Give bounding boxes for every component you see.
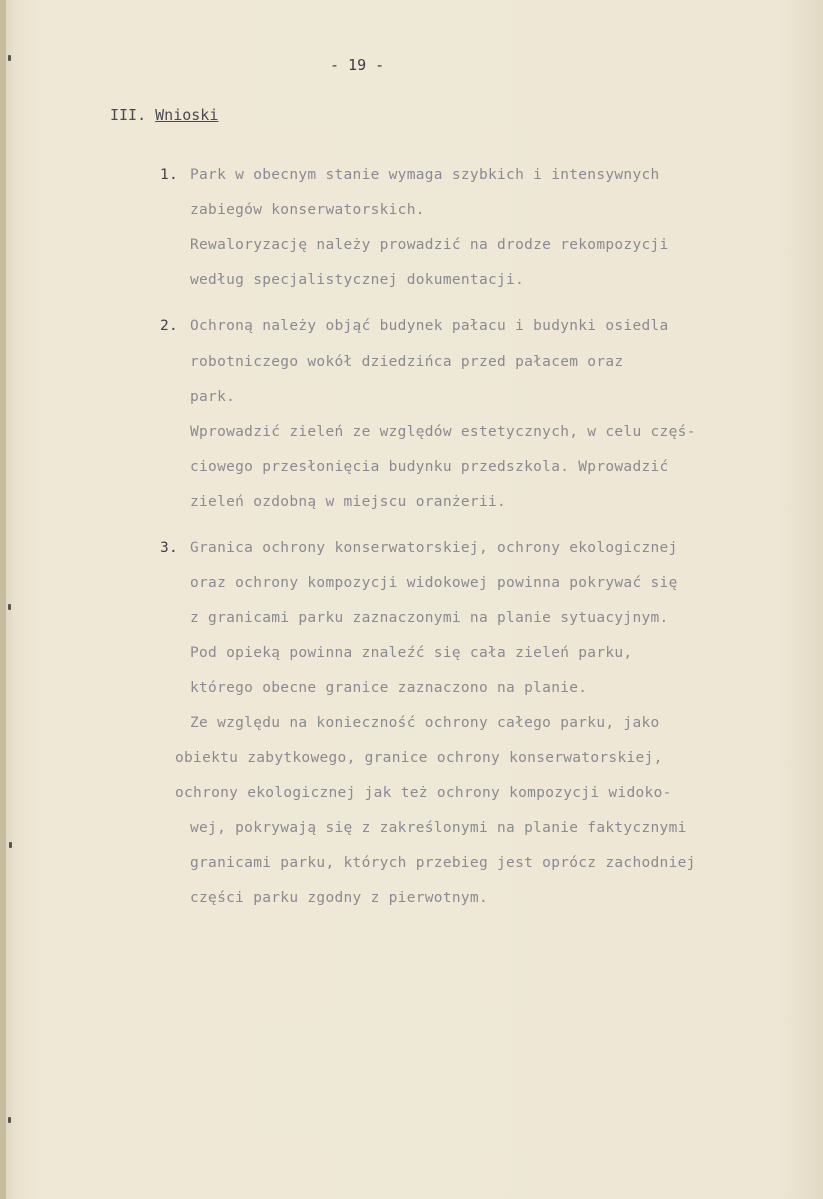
text-line: Park w obecnym stanie wymaga szybkich i intensywnych bbox=[190, 167, 660, 183]
point-number: 3. bbox=[160, 540, 179, 556]
margin-mark bbox=[8, 55, 11, 61]
margin-mark bbox=[8, 604, 11, 610]
text-line: oraz ochrony kompozycji widokowej powinna pokrywać się bbox=[190, 575, 678, 591]
text-line: zabiegów konserwatorskich. bbox=[190, 202, 425, 218]
point-number: 1. bbox=[160, 167, 179, 183]
text-line: Wprowadzić zieleń ze względów estetycznych, w celu częś- bbox=[190, 424, 696, 440]
text-line: z granicami parku zaznaczonymi na planie sytuacyjnym. bbox=[190, 610, 669, 626]
text-line: wej, pokrywają się z zakreślonymi na planie faktycznymi bbox=[190, 820, 687, 836]
text-line: zieleń ozdobną w miejscu oranżerii. bbox=[190, 494, 507, 510]
text-line: park. bbox=[190, 389, 236, 405]
point-number: 2. bbox=[160, 318, 179, 334]
text-line: robotniczego wokół dziedzińca przed pałacem oraz bbox=[190, 354, 624, 370]
text-line: którego obecne granice zaznaczono na planie. bbox=[190, 680, 588, 696]
section-heading bbox=[110, 106, 218, 124]
text-line: Rewaloryzację należy prowadzić na drodze rekompozycji bbox=[190, 237, 669, 253]
text-line: według specjalistycznej dokumentacji. bbox=[190, 272, 525, 288]
section-title: Wnioski bbox=[155, 106, 219, 124]
text-line: Pod opieką powinna znaleźć się cała zieleń parku, bbox=[190, 645, 633, 661]
text-line: części parku zgodny z pierwotnym. bbox=[190, 890, 488, 906]
text-line: granicami parku, których przebieg jest oprócz zachodniej bbox=[190, 855, 696, 871]
text-line: Ze względu na konieczność ochrony całego parku, jako bbox=[190, 715, 660, 731]
text-line: Granica ochrony konserwatorskiej, ochrony ekologicznej bbox=[190, 540, 678, 556]
text-line: obiektu zabytkowego, granice ochrony konserwatorskiej, bbox=[175, 750, 663, 766]
page-edge bbox=[0, 0, 6, 1199]
text-line: ciowego przesłonięcia budynku przedszkola. Wprowadzić bbox=[190, 459, 669, 475]
text-line: Ochroną należy objąć budynek pałacu i budynki osiedla bbox=[190, 318, 669, 334]
margin-mark bbox=[9, 842, 12, 848]
page-number: - 19 - bbox=[330, 56, 385, 74]
margin-mark bbox=[8, 1117, 11, 1123]
text-line: ochrony ekologicznej jak też ochrony kompozycji widoko- bbox=[175, 785, 672, 801]
section-number: III. bbox=[110, 106, 147, 124]
